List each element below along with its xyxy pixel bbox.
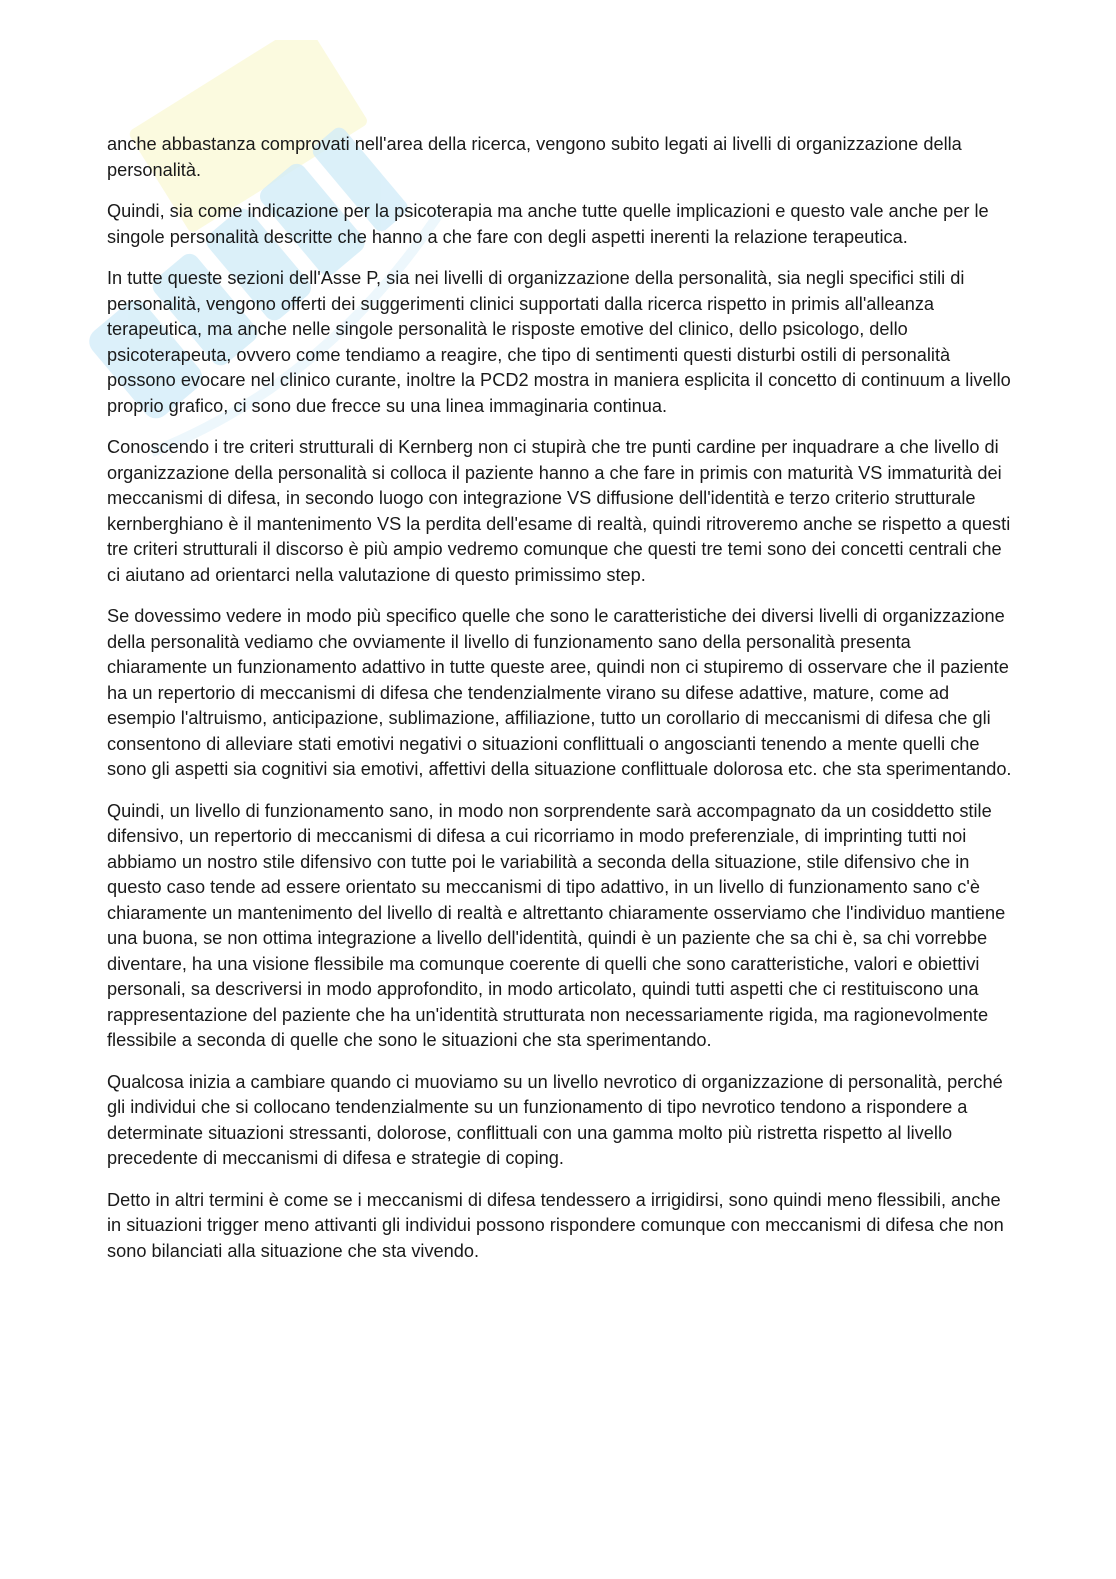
paragraph: Se dovessimo vedere in modo più specifico quelle che sono le caratteristiche dei diversi livelli di organizzazione della personalità vediamo che ovviamente il livello di funzionamento sano della personalità presenta chiaramente un funzionamento adattivo in tutte queste aree, quindi non ci stupiremo di osservare che il paziente ha un repertorio di meccanismi di difesa che tendenzialmente virano su difese adattive, mature, come ad esempio l'altruismo, anticipazione, sublimazione, affiliazione, tutto un corollario di meccanismi di difesa che gli consentono di alleviare stati emotivi negativi o situazioni conflittuali o angoscianti tenendo a mente quelli che sono gli aspetti sia cognitivi sia emotivi, affettivi della situazione conflittuale dolorosa etc. che sta sperimentando. xyxy=(107,606,1012,779)
paragraph: Quindi, un livello di funzionamento sano, in modo non sorprendente sarà accompagnato da un cosiddetto stile difensivo, un repertorio di meccanismi di difesa a cui ricorriamo in modo preferenziale, di imprinting tutti noi abbiamo un nostro stile difensivo con tutte poi le variabilità a seconda della situazione, stile difensivo che in questo caso tende ad essere orientato su meccanismi di tipo adattivo, in un livello di funzionamento sano c'è chiaramente un mantenimento del livello di realtà e altrettanto chiaramente osserviamo che l'individuo mantiene una buona, se non ottima integrazione a livello dell'identità, quindi è un paziente che sa chi è, sa chi vorrebbe diventare, ha una visione flessibile ma comunque coerente di quelli che sono caratteristiche, valori e obiettivi personali, sa descriversi in modo approfondito, in modo articolato, quindi tutti aspetti che ci restituiscono una rappresentazione del paziente che ha un'identità strutturata non necessariamente rigida, ma ragionevolmente flessibile a seconda di quelle che sono le situazioni che sta sperimentando. xyxy=(107,800,1006,1050)
paragraph: In tutte queste sezioni dell'Asse P, sia nei livelli di organizzazione della personalità, sia negli specifici stili di personalità, vengono offerti dei suggerimenti clinici supportati dalla ricerca rispetto in primis all'alleanza terapeutica, ma anche nelle singole personalità le risposte emotive del clinico, dello psicologo, dello psicoterapeuta, ovvero come tendiamo a reagire, che tipo di sentimenti questi disturbi ostili di personalità possono evocare nel clinico curante, inoltre la PCD2 mostra in maniera esplicita il concetto di continuum a livello proprio grafico, ci sono due frecce su una linea immaginaria continua. xyxy=(107,268,1011,416)
paragraph: anche abbastanza comprovati nell'area della ricerca, vengono subito legati ai livelli di organizzazione della personalità. xyxy=(107,134,962,180)
paragraph: Conoscendo i tre criteri strutturali di Kernberg non ci stupirà che tre punti cardine per inquadrare a che livello di organizzazione della personalità si colloca il paziente hanno a che fare in primis con maturità VS immaturità dei meccanismi di difesa, in secondo luogo con integrazione VS diffusione dell'identità e terzo criterio strutturale kernberghiano è il mantenimento VS la perdita dell'esame di realtà, quindi ritroveremo anche se rispetto a questi tre criteri strutturali il discorso è più ampio vedremo comunque che questi tre temi sono dei concetti centrali che ci aiutano ad orientarci nella valutazione di questo primissimo step. xyxy=(107,437,1011,585)
paragraph: Quindi, sia come indicazione per la psicoterapia ma anche tutte quelle implicazioni e questo vale anche per le singole personalità descritte che hanno a che fare con degli aspetti inerenti la relazione terapeutica. xyxy=(107,201,989,247)
paragraph: Detto in altri termini è come se i meccanismi di difesa tendessero a irrigidirsi, sono quindi meno flessibili, anche in situazioni trigger meno attivanti gli individui possono rispondere comunque con meccanismi di difesa che non sono bilanciati alla situazione che sta vivendo. xyxy=(107,1189,1004,1261)
paragraph: Qualcosa inizia a cambiare quando ci muoviamo su un livello nevrotico di organizzazione di personalità, perché gli individui che si collocano tendenzialmente su un funzionamento di tipo nevrotico tendono a rispondere a determinate situazioni stressanti, dolorose, conflittuali con una gamma molto più ristretta rispetto al livello precedente di meccanismi di difesa e strategie di coping. xyxy=(107,1071,1003,1168)
document-body xyxy=(107,132,1012,1280)
